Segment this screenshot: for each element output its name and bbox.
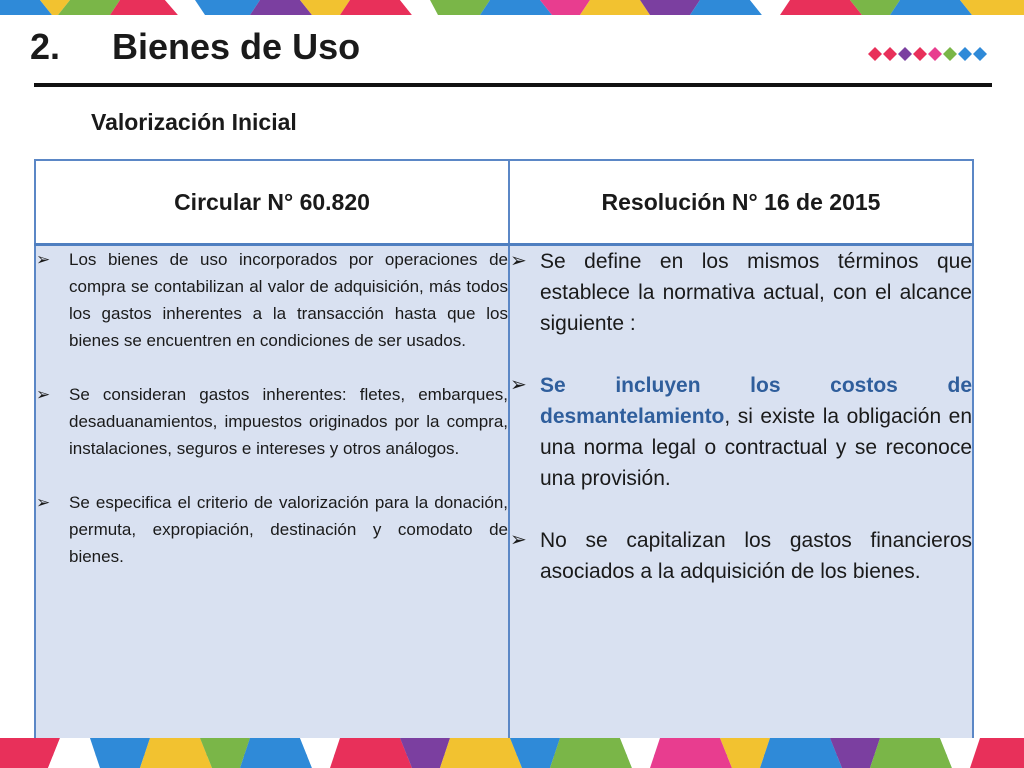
bullet-text: , si existe la obligación en una norma legal o contractual y se reconoce una provisión. [540,405,972,490]
arrow-bullet-icon: ➢ [510,374,527,396]
bullet-text: Se define en los mismos términos que establece la normativa actual, con el alcance siguiente : [540,250,972,335]
resolucion-bullet-list [510,246,972,587]
table-body-row [35,245,973,756]
diamond-shape [913,47,927,61]
table-header-row [35,160,973,245]
diamond-shape [883,47,897,61]
list-item [510,246,972,339]
circular-cell [35,245,509,756]
diamond-shape [928,47,942,61]
bullet-text: Los bienes de uso incorporados por operaciones de compra se contabilizan al valor de adquisición, más todos los gastos inherentes a la transacción hasta que los bienes se encuentren en condiciones de ser usados. [69,250,508,350]
slide-number: 2. [30,26,61,67]
decorative-diamonds-icon [866,43,996,65]
arrow-bullet-icon: ➢ [36,385,51,404]
list-item [36,381,508,462]
bottom-decorative-band [0,738,1024,768]
header-circular: Circular N° 60.820 [35,160,509,245]
list-item [510,525,972,587]
comparison-table [34,159,974,756]
header-resolucion: Resolución N° 16 de 2015 [509,160,973,245]
bullet-text: No se capitalizan los gastos financieros asociados a la adquisición de los bienes. [540,529,972,583]
resolucion-cell [509,245,973,756]
diamond-shape [943,47,957,61]
diamond-shape [898,47,912,61]
slide-title-text: Bienes de Uso [112,26,361,67]
circular-bullet-list [36,246,508,570]
highlighted-text: Se incluyen los costos de desmantelamiento [540,374,972,428]
list-item [510,370,972,494]
list-item [36,489,508,570]
arrow-bullet-icon: ➢ [510,250,527,272]
bullet-text: Se consideran gastos inherentes: fletes, embarques, desaduanamientos, impuestos originados por la compra, instalaciones, seguros e intereses y otros análogos. [69,385,508,458]
diamond-shape [958,47,972,61]
arrow-bullet-icon: ➢ [36,250,51,269]
diamond-shape [868,47,882,61]
arrow-bullet-icon: ➢ [510,529,527,551]
slide-title [30,26,360,68]
title-divider [34,83,992,87]
top-decorative-band [0,0,1024,15]
diamond-shape [973,47,987,61]
bullet-text: Se especifica el criterio de valorización para la donación, permuta, expropiación, destinación y comodato de bienes. [69,493,508,566]
section-subtitle: Valorización Inicial [91,109,297,135]
list-item [36,246,508,354]
arrow-bullet-icon: ➢ [36,493,51,512]
